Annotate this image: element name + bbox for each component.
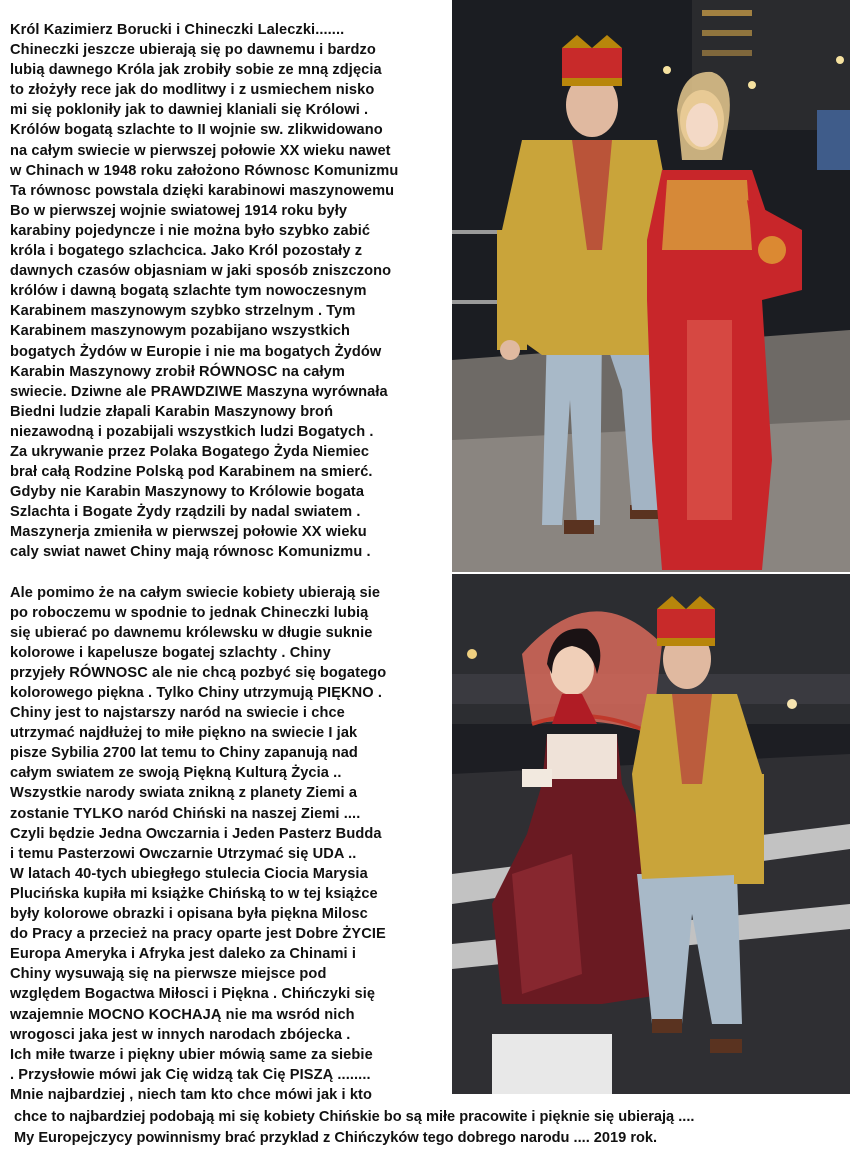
text-line: karabiny pojedyncze i nie można było szybko zabić <box>10 222 371 239</box>
text-line: bogatych Żydów w Europie i nie ma bogatych Żydów <box>10 343 382 360</box>
text-line: względem Bogactwa Miłosci i Piękna . Chińczyki się <box>10 986 376 1003</box>
photo-king-with-woman-in-red-dress <box>452 0 850 572</box>
text-line: Karabinem maszynowym szybko strzelnym . Tym <box>10 303 356 320</box>
text-line: to złożyły rece jak do modlitwy i z usmiechem nisko <box>10 82 375 99</box>
text-line: Karabinem maszynowym pozabijano wszystkich <box>10 323 350 340</box>
text-line: Chineczki jeszcze ubierają się po dawnemu i bardzo <box>10 42 376 59</box>
text-line: Ale pomimo że na całym swiecie kobiety ubierają sie <box>10 584 381 601</box>
closing-text-line: chce to najbardziej podobają mi się kobiety Chińskie bo są miłe pracowite i pięknie się ubierają .... <box>14 1109 695 1125</box>
text-line: na całym swiecie w pierwszej połowie XX wieku nawet <box>10 142 391 159</box>
photo-king-with-woman-holding-umbrella <box>452 574 850 1094</box>
text-line: zostanie TYLKO naród Chiński na naszej Ziemi .... <box>10 805 361 822</box>
paragraph-gap <box>10 563 460 583</box>
text-line: króla i bogatego szlachcica. Jako Król pozostały z <box>10 243 363 260</box>
text-line: się ubierać po dawnemu królewsku w długie suknie <box>10 624 373 641</box>
text-line: królów i dawną bogatą szlachte tym nowoczesnym <box>10 283 367 300</box>
text-line: Chiny wysuwają się na pierwsze miejsce pod <box>10 966 327 983</box>
text-line: Karabin Maszynowy zrobił RÓWNOSC na całym <box>10 363 345 380</box>
text-line: caly swiat nawet Chiny mają równosc Komunizmu . <box>10 544 371 561</box>
text-line: kolorowe i kapelusze bogatej szlachty . Chiny <box>10 644 331 661</box>
article-closing-lines <box>14 1107 844 1148</box>
text-line: Królów bogatą szlachte to II wojnie sw. zlikwidowano <box>10 122 383 139</box>
text-line: całym swiatem ze swoją Piękną Kulturą Życia .. <box>10 765 342 782</box>
text-line: do Pracy a przecież na pracy oparte jest Dobre ŻYCIE <box>10 926 386 943</box>
text-line: niezawodną i pozabijali wszystkich ludzi Bogatych . <box>10 423 374 440</box>
text-line: Za ukrywanie przez Polaka Bogatego Żyda Niemiec <box>10 443 370 460</box>
text-line: dawnych czasów objasniam w jaki sposób zniszczono <box>10 263 392 280</box>
text-line: Szlachta i Bogate Żydy rządzili by nadal swiatem . <box>10 504 361 521</box>
text-line: Gdyby nie Karabin Maszynowy to Królowie bogata <box>10 484 365 501</box>
text-line: były kolorowe obrazki i opisana była piękna Milosc <box>10 906 368 923</box>
article-text-column <box>10 20 460 1105</box>
text-line: Ich miłe twarze i piękny ubier mówią same za siebie <box>10 1046 373 1063</box>
text-line: pisze Sybilia 2700 lat temu to Chiny zapanują nad <box>10 745 358 762</box>
text-line: swiecie. Dziwne ale PRAWDZIWE Maszyna wyrównała <box>10 383 388 400</box>
text-line: mi się pokloniły jak to dawniej klaniali się Królowi . <box>10 102 369 119</box>
text-line: Chiny jest to najstarszy naród na swiecie i chce <box>10 705 345 722</box>
text-line: w Chinach w 1948 roku założono Równosc Komunizmu <box>10 162 399 179</box>
text-line: wrogosci jaka jest w innych narodach zbójecka . <box>10 1026 351 1043</box>
text-line: Maszynerja zmieniła w pierwszej połowie XX wieku <box>10 524 367 541</box>
text-line: wzajemnie MOCNO KOCHAJĄ nie ma wsród nich <box>10 1006 355 1023</box>
text-line: Bo w pierwszej wojnie swiatowej 1914 roku były <box>10 202 348 219</box>
text-line: lubią dawnego Króla jak zrobiły sobie ze mną zdjęcia <box>10 62 382 79</box>
text-line: W latach 40-tych ubiegłego stulecia Ciocia Marysia <box>10 865 368 882</box>
text-line: i temu Pasterzowi Owczarnie Utrzymać się UDA .. <box>10 845 357 862</box>
text-line: utrzymać najdłużej to miłe piękno na swiecie I jak <box>10 725 358 742</box>
text-line: Wszystkie narody swiata znikną z planety Ziemi a <box>10 785 358 802</box>
text-line: Europa Ameryka i Afryka jest daleko za Chinami i <box>10 946 356 963</box>
text-line: kolorowego piękna . Tylko Chiny utrzymują PIĘKNO . <box>10 685 383 701</box>
text-line: Król Kazimierz Borucki i Chineczki Laleczki....... <box>10 22 345 38</box>
text-line: po roboczemu w spodnie to jednak Chineczki lubią <box>10 604 369 621</box>
text-line: Mnie najbardziej , niech tam kto chce mówi jak i kto <box>10 1086 373 1103</box>
text-line: Biedni ludzie złapali Karabin Maszynowy broń <box>10 403 334 420</box>
text-line: Plucińska kupiła mi książke Chińską to w tej książce <box>10 885 378 902</box>
text-line: Ta równosc powstala dzięki karabinowi maszynowemu <box>10 182 395 199</box>
text-line: brał całą Rodzine Polską pod Karabinem na smierć. <box>10 464 373 481</box>
text-line: Czyli będzie Jedna Owczarnia i Jeden Pasterz Budda <box>10 825 382 842</box>
text-line: przyjeły RÓWNOSC ale nie chcą pozbyć się bogatego <box>10 664 387 681</box>
text-line: . Przysłowie mówi jak Cię widzą tak Cię PISZĄ ........ <box>10 1066 371 1083</box>
closing-text-line: My Europejczycy powinnismy brać przyklad z Chińczyków tego dobrego narodu .... 2019 rok. <box>14 1129 658 1146</box>
